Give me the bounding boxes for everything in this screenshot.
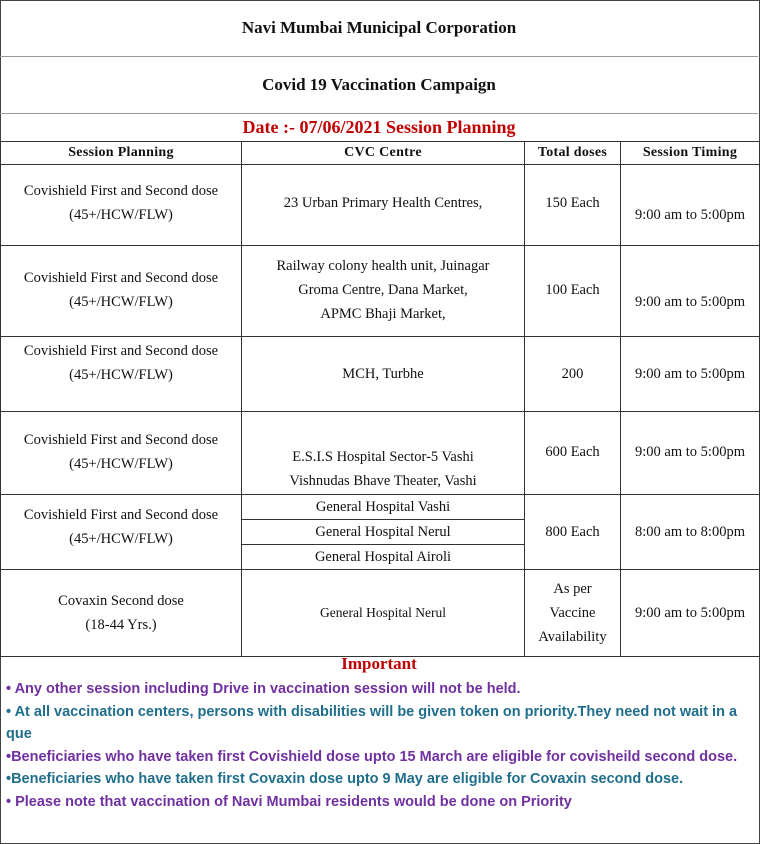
doses-cell: 100 Each <box>525 246 621 337</box>
note-drive-in: • Any other session including Drive in vaccination session will not be held. <box>6 681 521 697</box>
centre-cell: MCH, Turbhe <box>242 337 525 412</box>
session-cell: Covishield First and Second dose (45+/HCW/FLW) <box>1 412 242 495</box>
session-cell: Covishield First and Second dose (45+/HCW/FLW) <box>1 246 242 337</box>
hospital-airoli: General Hospital Airoli <box>242 545 524 570</box>
session-cell: Covishield First and Second dose (45+/HCW/FLW) <box>1 165 242 246</box>
hospital-vashi: General Hospital Vashi <box>315 499 451 515</box>
doses-cell: 600 Each <box>525 412 621 495</box>
timing-cell: 8:00 am to 8:00pm <box>621 495 760 570</box>
col-cvc-centre: CVC Centre <box>242 142 525 165</box>
centre-cell: 23 Urban Primary Health Centres, <box>242 165 525 246</box>
important-section <box>0 650 758 813</box>
col-total-doses: Total doses <box>525 142 621 165</box>
important-title: Important <box>341 654 417 673</box>
doses-cell: 200 <box>525 337 621 412</box>
hospital-sub-table <box>242 495 524 569</box>
table-row <box>1 412 760 495</box>
doses-cell: 800 Each <box>525 495 621 570</box>
table-row <box>1 246 760 337</box>
org-title: Navi Mumbai Municipal Corporation <box>0 0 758 57</box>
note-covishield-eligibility: •Beneficiaries who have taken first Covishield dose upto 15 March are eligible for covisheild second dose. <box>6 748 738 765</box>
timing-cell: 9:00 am to 5:00pm <box>621 337 760 412</box>
date-session-title: Date :- 07/06/2021 Session Planning <box>242 117 516 137</box>
table-header-row <box>1 142 760 165</box>
timing-cell: 9:00 am to 5:00pm <box>621 570 760 657</box>
centre-cell <box>242 495 525 570</box>
session-table <box>0 141 760 657</box>
campaign-title: Covid 19 Vaccination Campaign <box>0 57 758 114</box>
centre-cell: Railway colony health unit, Juinagar Groma Centre, Dana Market, APMC Bhaji Market, <box>242 246 525 337</box>
note-residents-priority: • Please note that vaccination of Navi Mumbai residents would be done on Priority <box>6 793 572 810</box>
col-session-planning: Session Planning <box>1 142 242 165</box>
session-cell: Covishield First and Second dose (45+/HCW/FLW) <box>1 495 242 570</box>
centre-cell: General Hospital Nerul <box>242 570 525 657</box>
note-disabilities-priority: • At all vaccination centers, persons with disabilities will be given token on priority.They need not wait in a que <box>6 703 738 742</box>
table-row <box>1 570 760 657</box>
col-session-timing: Session Timing <box>621 142 760 165</box>
centre-cell: E.S.I.S Hospital Sector-5 Vashi Vishnudas Bhave Theater, Vashi <box>242 412 525 495</box>
table-row <box>1 495 760 570</box>
table-row <box>1 165 760 246</box>
timing-cell: 9:00 am to 5:00pm <box>621 246 760 337</box>
doses-cell: As per Vaccine Availability <box>525 570 621 657</box>
table-row <box>1 337 760 412</box>
session-cell: Covaxin Second dose (18-44 Yrs.) <box>1 570 242 657</box>
timing-cell: 9:00 am to 5:00pm <box>621 165 760 246</box>
note-covaxin-eligibility: •Beneficiaries who have taken first Covaxin dose upto 9 May are eligible for Covaxin second dose. <box>6 771 684 787</box>
session-cell: Covishield First and Second dose (45+/HCW/FLW) <box>1 337 242 412</box>
doses-cell: 150 Each <box>525 165 621 246</box>
hospital-nerul: General Hospital Nerul <box>242 520 524 545</box>
timing-cell: 9:00 am to 5:00pm <box>621 412 760 495</box>
